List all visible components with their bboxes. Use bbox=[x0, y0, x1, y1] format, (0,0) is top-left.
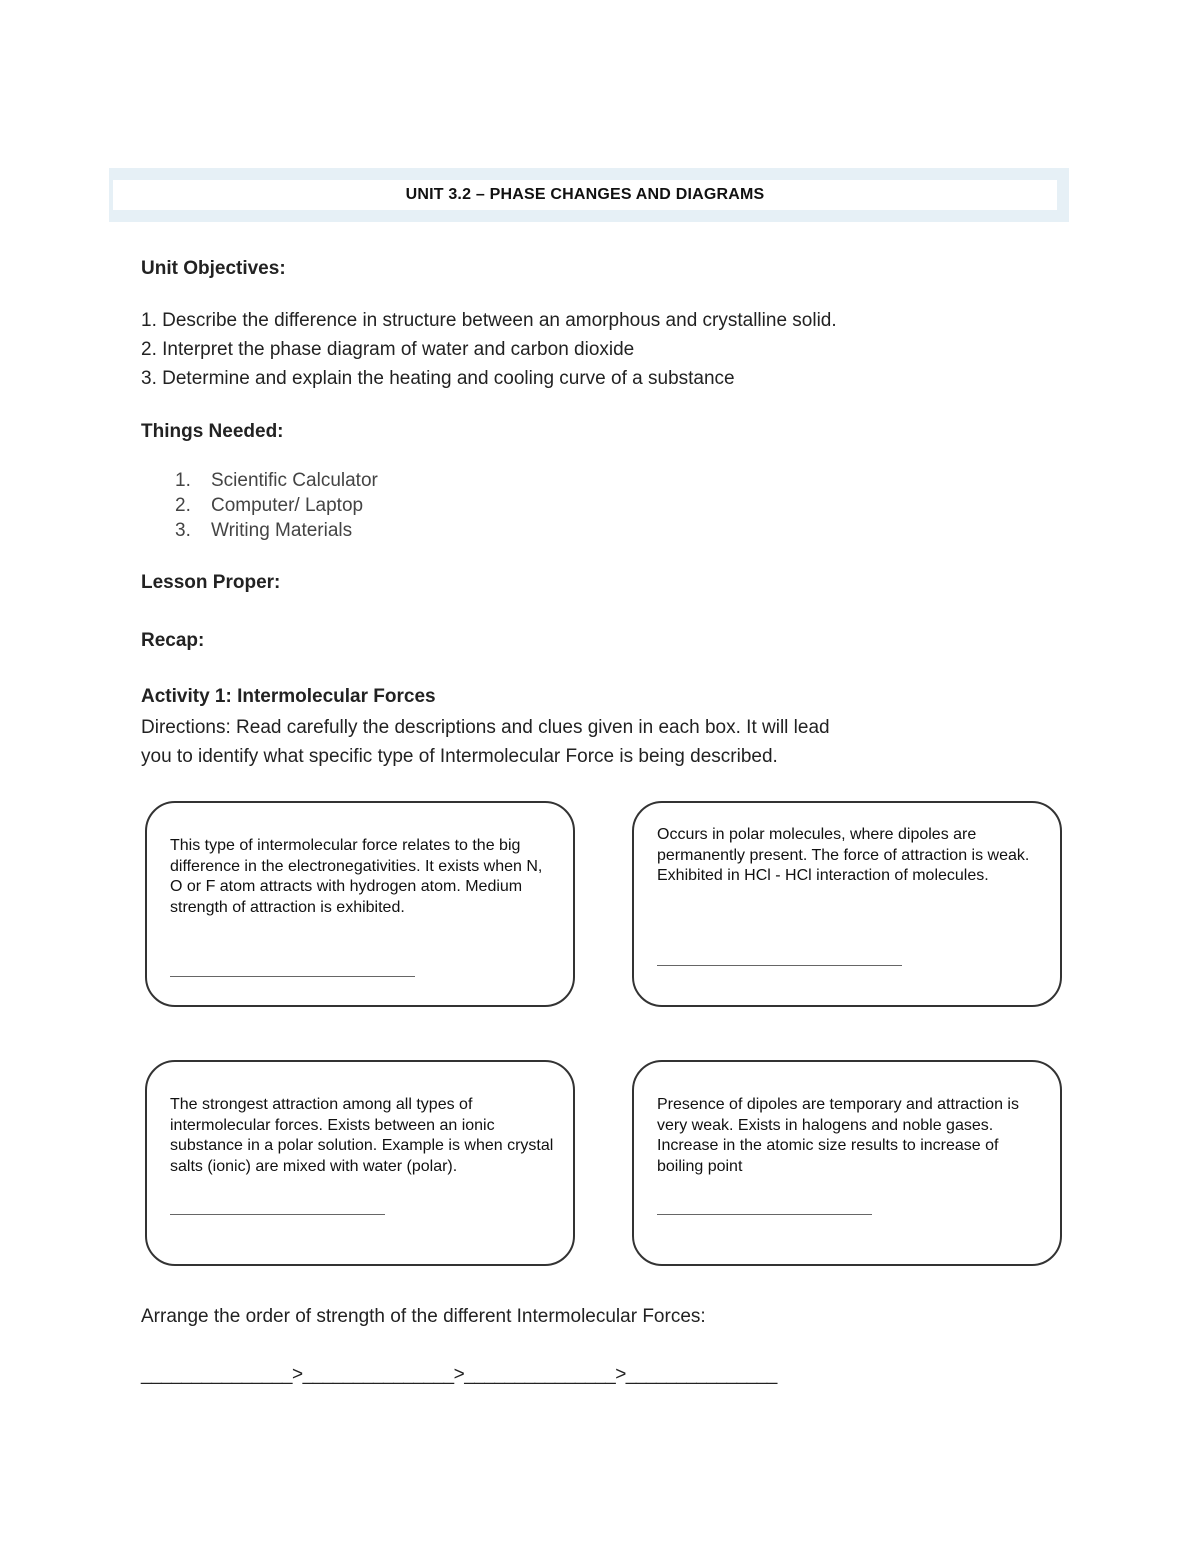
clue-box-dipole-dipole bbox=[632, 801, 1062, 1007]
clue-box-hydrogen-bond bbox=[145, 801, 575, 1007]
clue-text: Occurs in polar molecules, where dipoles are permanently present. The force of attraction is weak. Exhibited in HCl - HCl interaction of molecules. bbox=[657, 826, 1030, 884]
needed-item: 1. Scientific Calculator bbox=[175, 470, 378, 491]
clue-box-ion-dipole bbox=[145, 1060, 575, 1266]
things-needed-list bbox=[175, 468, 378, 543]
recap-heading: Recap: bbox=[141, 630, 205, 651]
directions bbox=[141, 713, 961, 771]
objectives-list bbox=[141, 306, 837, 393]
answer-blank[interactable] bbox=[657, 965, 902, 966]
arrange-prompt: Arrange the order of strength of the different Intermolecular Forces: bbox=[141, 1306, 706, 1327]
title-box bbox=[113, 180, 1057, 210]
objective-item: 1. Describe the difference in structure between an amorphous and crystalline solid. bbox=[141, 310, 837, 331]
answer-blank[interactable] bbox=[657, 1214, 872, 1215]
directions-line-2: you to identify what specific type of Intermolecular Force is being described. bbox=[141, 746, 778, 767]
needed-item: 2. Computer/ Laptop bbox=[175, 495, 364, 516]
clue-text: The strongest attraction among all types of intermolecular forces. Exists between an ionic substance in a polar solution. Example is when crystal salts (ionic) are mixed with water (polar). bbox=[170, 1096, 554, 1175]
title-band bbox=[109, 168, 1069, 222]
needed-item: 3. Writing Materials bbox=[175, 520, 353, 541]
answer-blank[interactable] bbox=[170, 1214, 385, 1215]
objective-item: 3. Determine and explain the heating and cooling curve of a substance bbox=[141, 368, 735, 389]
directions-line-1: Directions: Read carefully the descriptions and clues given in each box. It will lead bbox=[141, 717, 830, 738]
clue-text: Presence of dipoles are temporary and attraction is very weak. Exists in halogens and noble gases. Increase in the atomic size results to increase of boiling point bbox=[657, 1096, 1019, 1175]
activity-title: Activity 1: Intermolecular Forces bbox=[141, 686, 436, 707]
things-needed-heading: Things Needed: bbox=[141, 421, 284, 442]
objective-item: 2. Interpret the phase diagram of water and carbon dioxide bbox=[141, 339, 635, 360]
unit-title: UNIT 3.2 – PHASE CHANGES AND DIAGRAMS bbox=[405, 186, 765, 203]
lesson-proper-heading: Lesson Proper: bbox=[141, 572, 281, 593]
clue-box-london-dispersion bbox=[632, 1060, 1062, 1266]
answer-blank[interactable] bbox=[170, 976, 415, 977]
clue-text: This type of intermolecular force relates to the big difference in the electronegativities. It exists when N, O or F atom attracts with hydrogen atom. Medium strength of attraction is exhibited. bbox=[170, 837, 543, 916]
objectives-heading: Unit Objectives: bbox=[141, 258, 286, 279]
order-answer-line[interactable]: _______________>_______________>_______________>_______________ bbox=[141, 1364, 777, 1385]
